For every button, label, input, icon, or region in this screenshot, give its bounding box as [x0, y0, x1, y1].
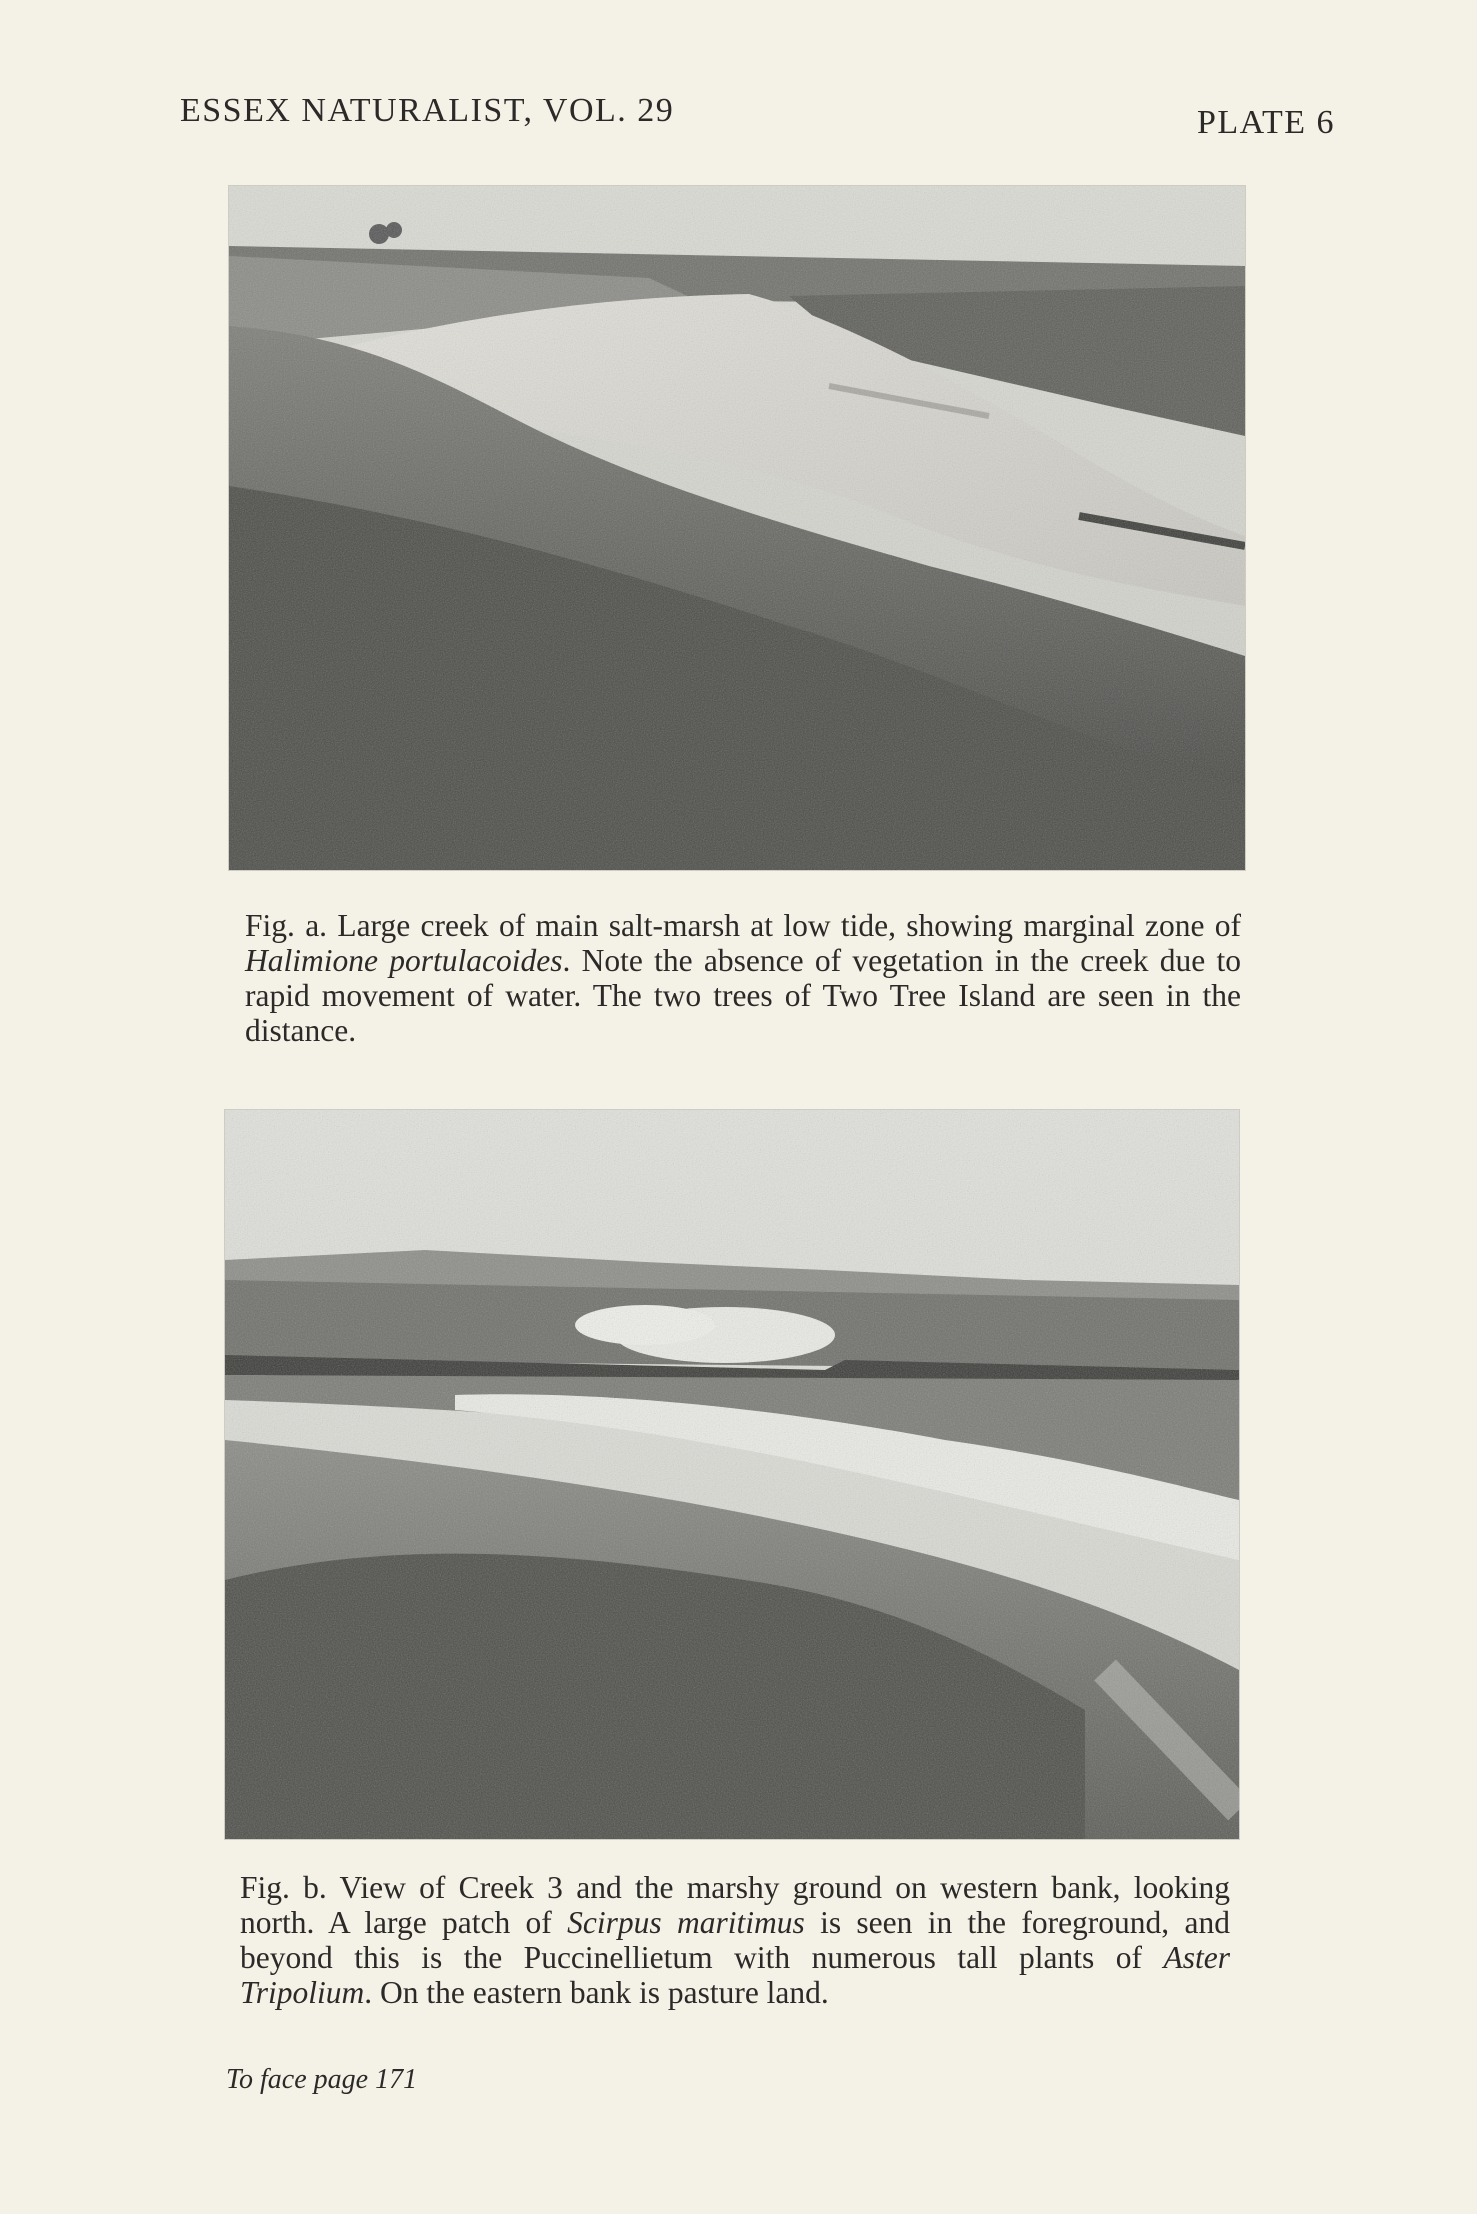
caption-b-species-1: Scirpus maritimus [567, 1905, 805, 1940]
running-header-plate: PLATE 6 [1197, 104, 1335, 141]
caption-b-text-3: . On the eastern bank is pasture land. [364, 1975, 829, 2010]
figure-b-caption [240, 1870, 1230, 2010]
caption-a-text-2: . Note the absence of vegetation in the creek due to rapid movement of water. The two trees of Two Tree Island are seen in the distance. [245, 943, 1241, 1048]
running-header-journal: ESSEX NATURALIST, VOL. 29 [180, 92, 675, 129]
figure-b-photo [225, 1110, 1239, 1839]
figure-a-caption [245, 908, 1241, 1048]
caption-a-text-1: Fig. a. Large creek of main salt-marsh at low tide, showing marginal zone of [245, 908, 1241, 943]
facing-page-note: To face page 171 [226, 2064, 418, 2095]
caption-b-species-2: Aster Tripolium [240, 1940, 1230, 2010]
caption-b-text-1: Fig. b. View of Creek 3 and the marshy ground on western bank, looking north. A large patch of [240, 1870, 1230, 1940]
caption-a-species: Halimione portulacoides [245, 943, 563, 978]
caption-b-text-2: is seen in the foreground, and beyond this is the Puccinellietum with numerous tall plants of [240, 1905, 1230, 1975]
figure-a-photo [229, 186, 1245, 870]
